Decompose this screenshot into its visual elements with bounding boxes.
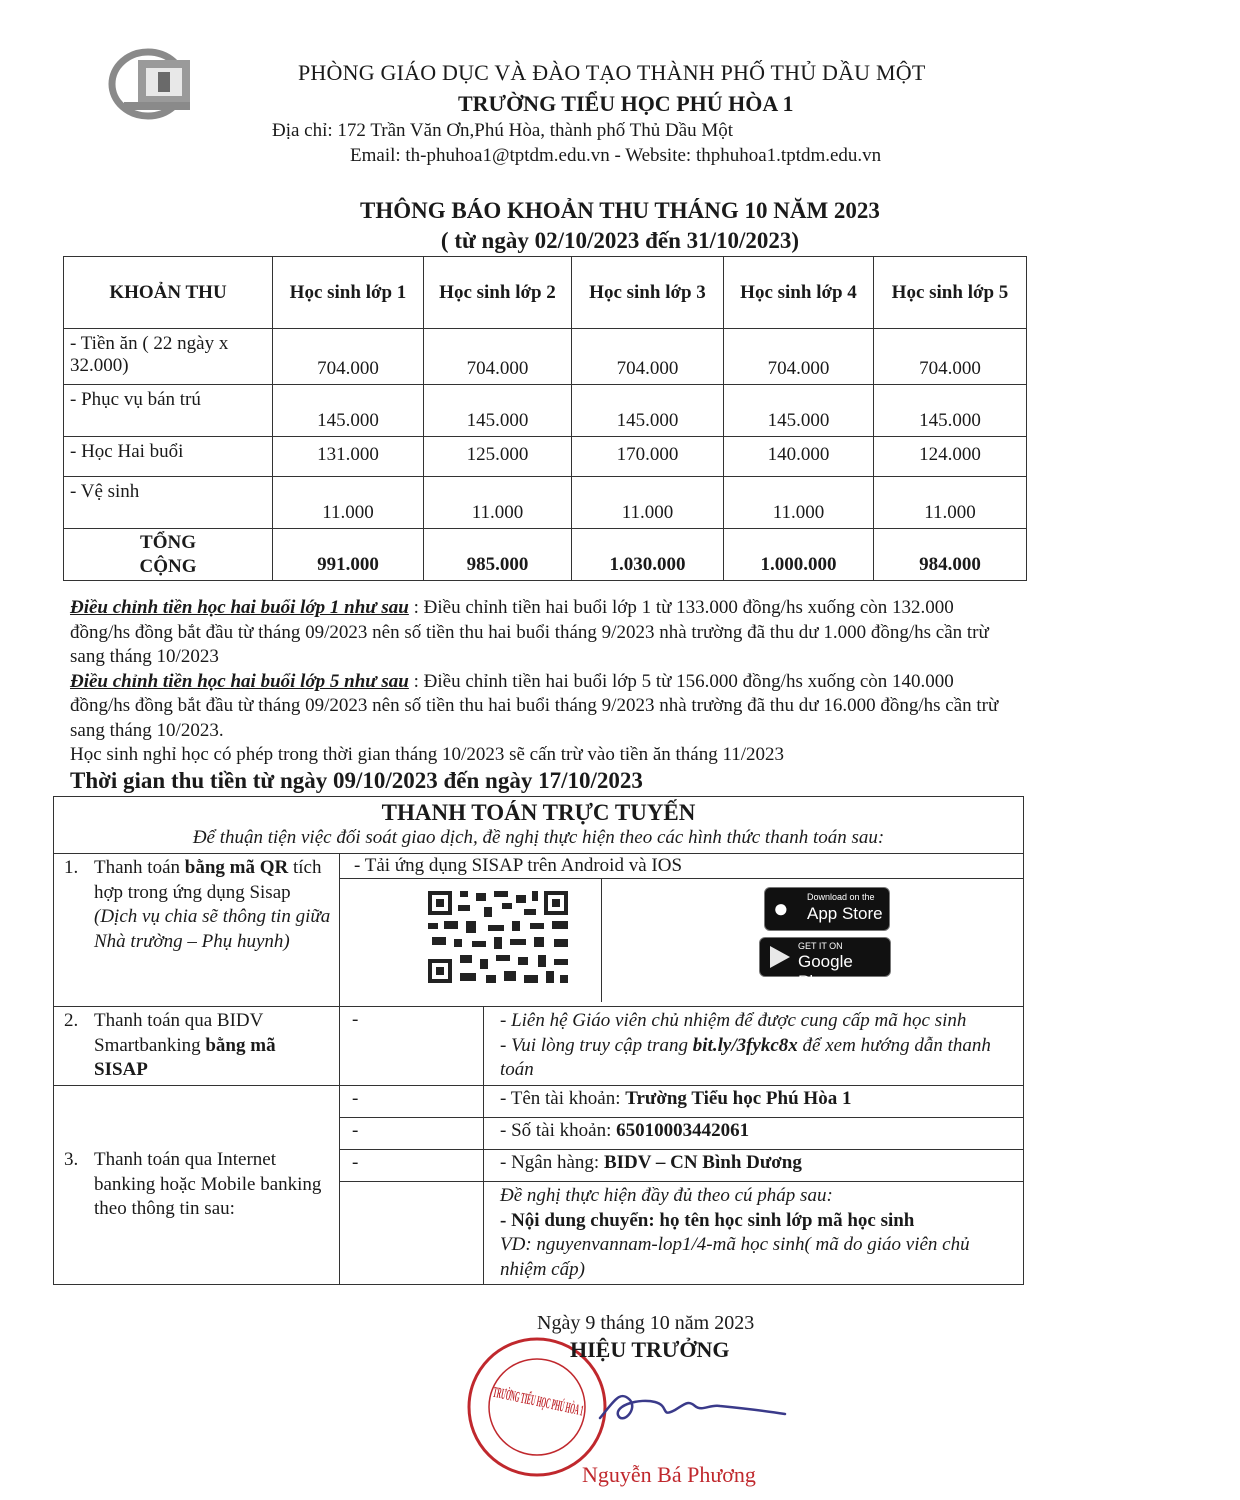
- app-store-badge[interactable]: [764, 887, 890, 931]
- payment-header-row: [54, 797, 1024, 854]
- method2-pre: Thanh toán qua BIDV Smartbanking: [94, 1010, 264, 1056]
- adjustment-grade1-text: : Điều chỉnh tiền hai buổi lớp 1 từ 133.000 đồng/hs xuống còn 132.000 đồng/hs đồng bắt đầu từ tháng 09/2023 nên số tiền thu hai buổi tháng 9/2023 nhà trường đã thu dư 1.000 đồng/hs cần trừ sang tháng 10/2023: [70, 597, 989, 667]
- google-play-badge[interactable]: [759, 937, 891, 991]
- google-play-big: Google Play: [798, 952, 853, 991]
- header-cell: KHOẢN THU: [64, 257, 273, 329]
- total-cell: 1.000.000: [724, 529, 874, 581]
- account-name-label: - Tên tài khoản:: [500, 1088, 626, 1109]
- absence-note: Học sinh nghỉ học có phép trong thời gian tháng 10/2023 sẽ cấn trừ vào tiền ăn tháng 11/2023: [70, 744, 785, 765]
- school-logo: [108, 44, 200, 120]
- notice-title: THÔNG BÁO KHOẢN THU THÁNG 10 NĂM 2023: [360, 198, 880, 223]
- fee-cell: 704.000: [724, 329, 874, 385]
- total-label-line2: CỘNG: [139, 555, 197, 577]
- payment-intro: Để thuận tiện việc đối soát giao dịch, đề nghị thực hiện theo các hình thức thanh toán sau:: [192, 827, 885, 848]
- fee-cell: 704.000: [424, 329, 572, 385]
- bank-name: BIDV – CN Bình Dương: [603, 1152, 802, 1173]
- header-cell: Học sinh lớp 1: [273, 257, 424, 329]
- fee-cell: 125.000: [424, 437, 572, 477]
- account-number-label: - Số tài khoản:: [500, 1120, 617, 1141]
- fee-cell: 145.000: [572, 385, 724, 437]
- fee-cell: 11.000: [874, 477, 1027, 529]
- fee-cell: 145.000: [273, 385, 424, 437]
- row-label: - Học Hai buổi: [64, 437, 273, 477]
- table-row: [64, 437, 1027, 477]
- fee-cell: 170.000: [572, 437, 724, 477]
- total-label-line1: TỔNG: [140, 531, 196, 553]
- transfer-syntax: [484, 1182, 1024, 1285]
- method2-line2: [500, 1034, 1017, 1083]
- method2-line1: - Liên hệ Giáo viên chủ nhiệm để được cung cấp mã học sinh: [500, 1010, 967, 1031]
- play-icon: [770, 946, 790, 968]
- collection-period: Thời gian thu tiền từ ngày 09/10/2023 đến ngày 17/10/2023: [70, 768, 643, 793]
- fee-table-header: [64, 257, 1027, 329]
- guide-link[interactable]: bit.ly/3fykc8x: [692, 1034, 798, 1056]
- method2-dash: -: [340, 1007, 484, 1086]
- account-name: Trường Tiểu học Phú Hòa 1: [625, 1088, 852, 1109]
- method1-bold: bằng mã QR: [184, 857, 289, 878]
- principal-title: HIỆU TRƯỞNG: [570, 1337, 730, 1362]
- adjustment-grade5-title: Điều chỉnh tiền học hai buổi lớp 5 như sau: [70, 670, 409, 692]
- google-play-small: GET IT ON: [798, 941, 843, 951]
- stamp-text: TRƯỜNG TIỂU HỌC PHÚ HÒA 1: [491, 1384, 719, 1448]
- table-row: [64, 329, 1027, 385]
- fee-cell: 145.000: [874, 385, 1027, 437]
- payment-title: THANH TOÁN TRỰC TUYẾN: [381, 800, 696, 825]
- fee-table: [63, 256, 1027, 581]
- table-row: [64, 385, 1027, 437]
- fee-cell: 11.000: [273, 477, 424, 529]
- bank-row: [484, 1150, 1024, 1182]
- total-label: [64, 529, 273, 581]
- method3-text: Thanh toán qua Internet banking hoặc Mobile banking theo thông tin sau:: [94, 1149, 322, 1220]
- fee-cell: 11.000: [572, 477, 724, 529]
- table-row: [64, 477, 1027, 529]
- adjustment-notes: [70, 596, 1000, 768]
- fee-cell: 140.000: [724, 437, 874, 477]
- method2-instructions: [484, 1007, 1024, 1086]
- payment-header: [54, 797, 1024, 854]
- school-name: TRƯỜNG TIỂU HỌC PHÚ HÒA 1: [458, 91, 794, 116]
- row-label: - Vệ sinh: [64, 477, 273, 529]
- fee-cell: 704.000: [273, 329, 424, 385]
- method2-line2-post: để xem hướng dẫn thanh toán: [500, 1034, 991, 1080]
- method2-bold: bằng mã SISAP: [94, 1034, 276, 1080]
- app-download-note: - Tải ứng dụng SISAP trên Android và IOS: [340, 854, 1023, 879]
- payment-table: [53, 796, 1024, 1285]
- header-cell: Học sinh lớp 3: [572, 257, 724, 329]
- adjustment-grade5: [70, 670, 1000, 744]
- account-number-row: [484, 1118, 1024, 1150]
- app-store-big: App Store: [807, 904, 883, 923]
- total-cell: 985.000: [424, 529, 572, 581]
- account-number: 65010003442061: [616, 1120, 750, 1141]
- method3-description: [54, 1086, 340, 1285]
- header-cell: Học sinh lớp 5: [874, 257, 1027, 329]
- method1-italic: (Dịch vụ chia sẽ thông tin giữa Nhà trường – Phụ huynh): [94, 906, 331, 952]
- method3-dash: -: [340, 1118, 484, 1150]
- method1-post: tích hợp trong ứng dụng Sisap: [94, 857, 322, 903]
- method1-row: [54, 854, 1024, 1007]
- syntax-example: VD: nguyenvannam-lop1/4-mã học sinh( mã do giáo viên chủ nhiệm cấp): [500, 1234, 970, 1280]
- header-cell: Học sinh lớp 2: [424, 257, 572, 329]
- syntax-intro: Đề nghị thực hiện đầy đủ theo cú pháp sau:: [500, 1185, 833, 1206]
- adjustment-grade5-text: : Điều chỉnh tiền hai buổi lớp 5 từ 156.000 đồng/hs xuống còn 140.000 đồng/hs đồng bắt đầu từ tháng 09/2023 nên số tiền thu hai buổi tháng 9/2023 nhà trường đã thu dư 16.000 đồng/hs cần trừ sang tháng 10/2023.: [70, 670, 999, 741]
- fee-cell: 145.000: [724, 385, 874, 437]
- school-address: Địa chỉ: 172 Trần Văn Ơn,Phú Hòa, thành phố Thủ Dầu Một: [272, 120, 734, 141]
- total-cell: 991.000: [273, 529, 424, 581]
- fee-cell: 124.000: [874, 437, 1027, 477]
- account-name-row: [484, 1086, 1024, 1118]
- row-label: - Phục vụ bán trú: [64, 385, 273, 437]
- method1-number: 1.: [64, 857, 79, 878]
- fee-cell: 131.000: [273, 437, 424, 477]
- qr-code-icon[interactable]: [428, 891, 568, 983]
- adjustment-grade1-title: Điều chỉnh tiền học hai buổi lớp 1 như sau: [70, 597, 409, 618]
- method3-dash: -: [340, 1086, 484, 1118]
- fee-cell: 145.000: [424, 385, 572, 437]
- syntax-content: - Nội dung chuyển: họ tên học sinh lớp mã học sinh: [500, 1209, 915, 1231]
- bank-label: - Ngân hàng:: [500, 1152, 604, 1173]
- method1-pre: Thanh toán: [94, 857, 185, 878]
- fee-cell: 704.000: [572, 329, 724, 385]
- method1-description: [54, 854, 340, 1007]
- fee-cell: 11.000: [724, 477, 874, 529]
- notice-period: ( từ ngày 02/10/2023 đến 31/10/2023): [440, 228, 800, 253]
- row-label: - Tiền ăn ( 22 ngày x 32.000): [64, 329, 273, 385]
- qr-cell: [340, 879, 602, 1002]
- total-cell: 984.000: [874, 529, 1027, 581]
- school-contact: Email: th-phuhoa1@tptdm.edu.vn - Website: thphuhoa1.tptdm.edu.vn: [350, 145, 882, 166]
- total-row: [64, 529, 1027, 581]
- method3-empty: [340, 1182, 484, 1285]
- method2-description: [54, 1007, 340, 1086]
- total-cell: 1.030.000: [572, 529, 724, 581]
- fee-cell: 11.000: [424, 477, 572, 529]
- method3-row: [54, 1086, 1024, 1118]
- principal-name: Nguyễn Bá Phương: [582, 1462, 756, 1487]
- signature-date: Ngày 9 tháng 10 năm 2023: [537, 1312, 755, 1334]
- adjustment-grade1: [70, 596, 1000, 670]
- header-cell: Học sinh lớp 4: [724, 257, 874, 329]
- method2-line2-pre: - Vui lòng truy cập trang: [500, 1034, 693, 1056]
- fee-cell: 704.000: [874, 329, 1027, 385]
- app-store-small: Download on the: [807, 892, 875, 902]
- signature: [560, 1370, 800, 1445]
- store-badges: [602, 879, 1023, 1002]
- method1-apps: [340, 854, 1024, 1007]
- method2-number: 2.: [64, 1010, 79, 1031]
- method3-number: 3.: [64, 1149, 79, 1171]
- apple-icon: ●: [773, 893, 789, 923]
- method3-dash: -: [340, 1150, 484, 1182]
- method2-row: [54, 1007, 1024, 1086]
- department-name: PHÒNG GIÁO DỤC VÀ ĐÀO TẠO THÀNH PHỐ THỦ DẦU MỘT: [298, 60, 926, 85]
